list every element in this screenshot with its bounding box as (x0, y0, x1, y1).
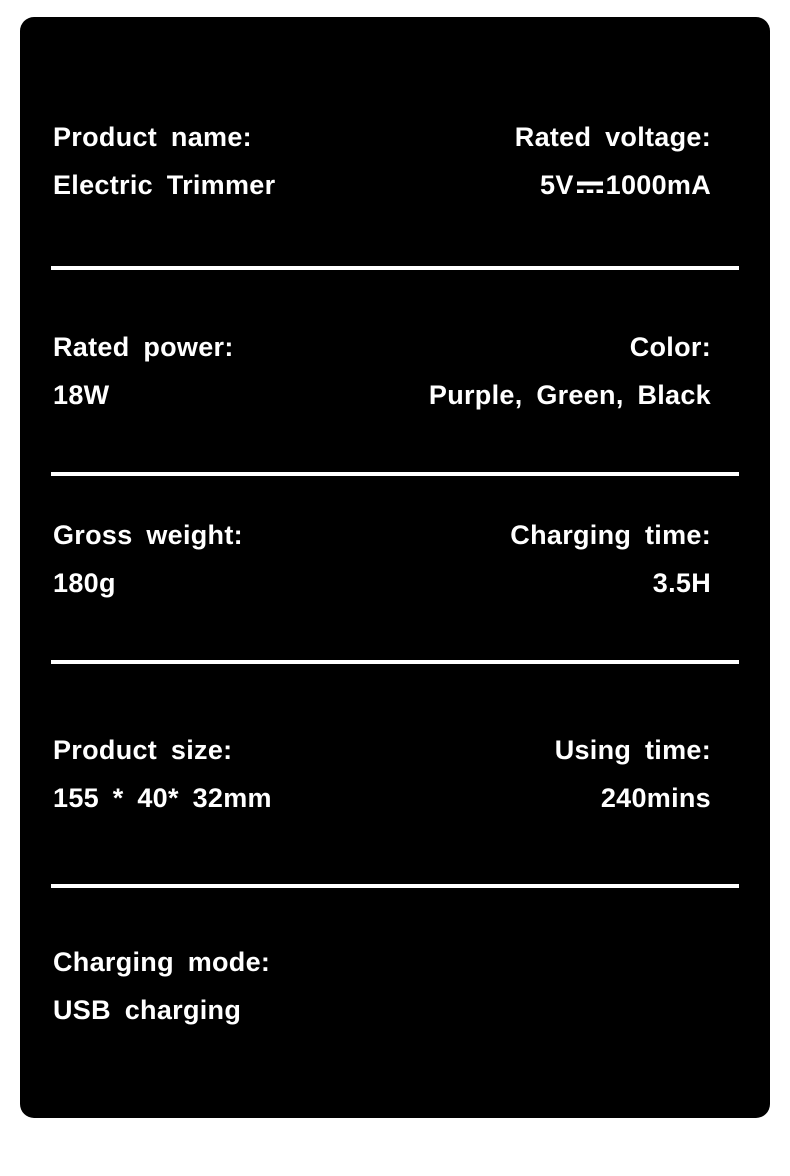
rated-power-label: Rated power: (53, 332, 234, 362)
rated-power-value: 18W (53, 380, 110, 410)
charging-mode-label: Charging mode: (53, 947, 271, 977)
rated-voltage-label: Rated voltage: (514, 122, 711, 152)
section-divider-1 (51, 266, 739, 270)
product-size-label: Product size: (53, 735, 233, 765)
voltage-volts: 5V (540, 170, 574, 200)
using-time-label: Using time: (554, 735, 711, 765)
gross-weight-value: 180g (53, 568, 116, 598)
using-time-value: 240mins (600, 783, 711, 813)
charging-mode-value: USB charging (53, 995, 242, 1025)
charging-time-value: 3.5H (652, 568, 711, 598)
product-spec-card (20, 17, 770, 1118)
product-size-value: 155 * 40* 32mm (53, 783, 272, 813)
gross-weight-label: Gross weight: (53, 520, 243, 550)
dc-current-icon (576, 180, 604, 195)
product-name-value: Electric Trimmer (53, 170, 276, 200)
charging-time-label: Charging time: (510, 520, 711, 550)
section-divider-3 (51, 660, 739, 664)
color-value: Purple, Green, Black (428, 380, 711, 410)
section-divider-2 (51, 472, 739, 476)
product-name-label: Product name: (53, 122, 252, 152)
section-divider-4 (51, 884, 739, 888)
color-label: Color: (629, 332, 711, 362)
rated-voltage-value (540, 168, 711, 202)
voltage-current: 1000mA (605, 170, 711, 200)
